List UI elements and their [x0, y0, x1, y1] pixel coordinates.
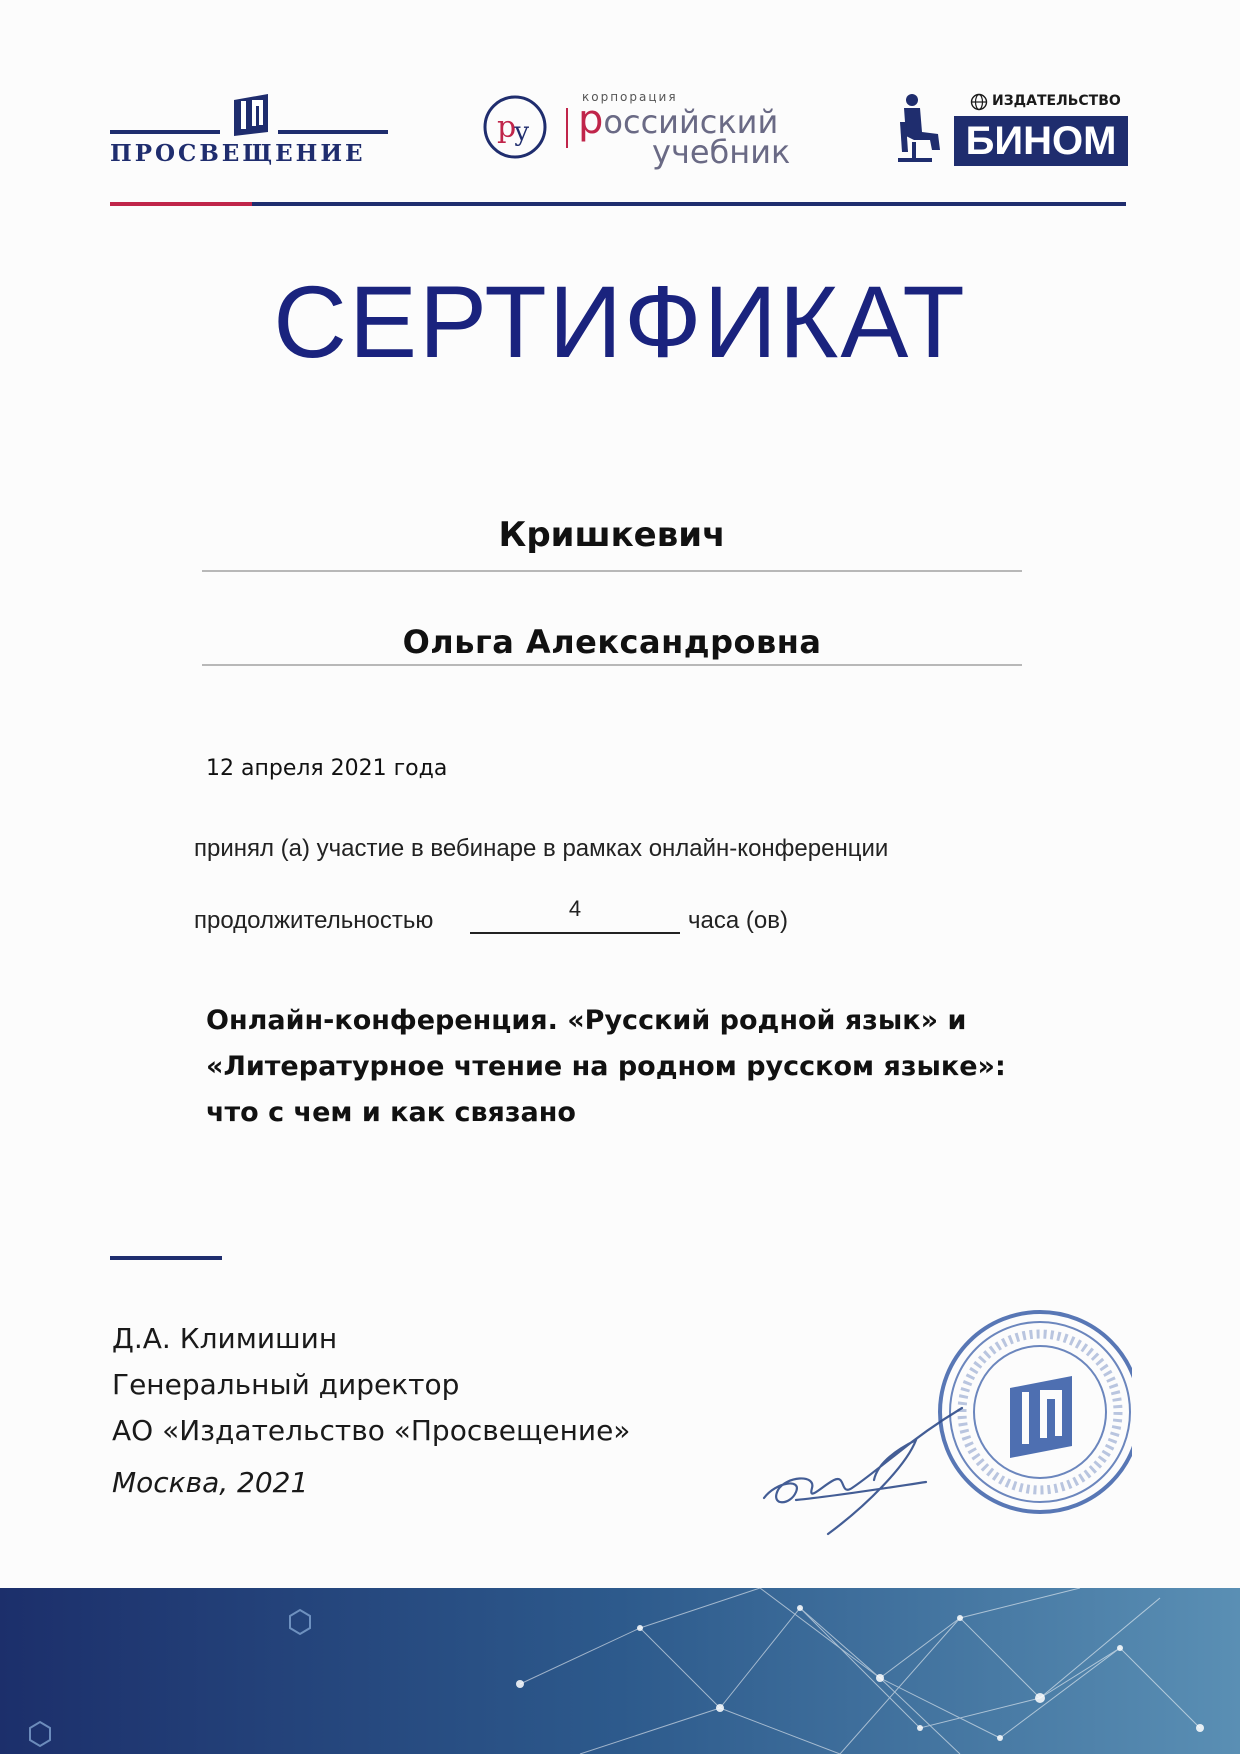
binom-logo — [892, 90, 1128, 170]
signer-organization: АО «Издательство «Просвещение» — [112, 1414, 631, 1447]
signer-block — [112, 1316, 630, 1454]
duration-value: 4 — [568, 896, 582, 921]
binom-name-box: БИНОМ — [954, 116, 1128, 166]
signature-rule — [110, 1256, 222, 1260]
prosveshchenie-emblem-icon — [232, 92, 270, 136]
logo-rule-left — [110, 130, 220, 134]
svg-text:р: р — [497, 110, 517, 145]
event-title: Онлайн-конференция. «Русский родной язык» и «Литературное чтение на родном русском языке»: что с чем и как связано — [206, 1005, 1006, 1128]
ru-monogram-icon — [482, 94, 548, 160]
header-rule — [110, 202, 1126, 206]
ru-logo-line1-rest: оссийский — [603, 103, 779, 141]
binom-publisher-label: ИЗДАТЕЛЬСТВО — [992, 93, 1121, 109]
signer-position: Генеральный директор — [112, 1368, 460, 1401]
city-year: Москва, 2021 — [112, 1466, 309, 1499]
duration-label: продолжительностью — [194, 907, 434, 934]
prosveshchenie-logo-text: ПРОСВЕЩЕНИЕ — [110, 140, 366, 167]
header-rule-accent — [110, 202, 252, 206]
seated-figure-icon — [892, 92, 946, 166]
given-names-underline — [202, 664, 1022, 666]
ru-logo-divider — [566, 108, 568, 148]
signature-and-seal — [756, 1310, 1132, 1542]
recipient-surname: Кришкевич — [498, 515, 726, 555]
event-date: 12 апреля 2021 года — [206, 756, 448, 781]
rossiyskiy-uchebnik-logo — [482, 86, 812, 171]
ru-logo-line2: учебник — [652, 133, 791, 171]
globe-icon — [970, 93, 988, 111]
official-seal-icon — [940, 1312, 1132, 1512]
duration-unit: часа (ов) — [688, 907, 788, 934]
prosveshchenie-logo — [110, 88, 390, 168]
surname-underline — [202, 570, 1022, 572]
signer-name: Д.А. Климишин — [112, 1322, 338, 1355]
certificate-title: СЕРТИФИКАТ — [273, 265, 967, 379]
svg-text:у: у — [514, 117, 530, 147]
ru-logo-initial: р — [578, 97, 604, 143]
decorative-network-band — [0, 1588, 1240, 1754]
ru-logo-corporation-text: корпорация — [582, 90, 678, 104]
handwritten-signature-icon — [764, 1408, 962, 1534]
recipient-given-names: Ольга Александровна — [402, 623, 822, 661]
participation-text: принял (а) участие в вебинаре в рамках онлайн-конференции — [194, 835, 889, 862]
duration-underline — [470, 932, 680, 934]
logo-rule-right — [278, 130, 388, 134]
